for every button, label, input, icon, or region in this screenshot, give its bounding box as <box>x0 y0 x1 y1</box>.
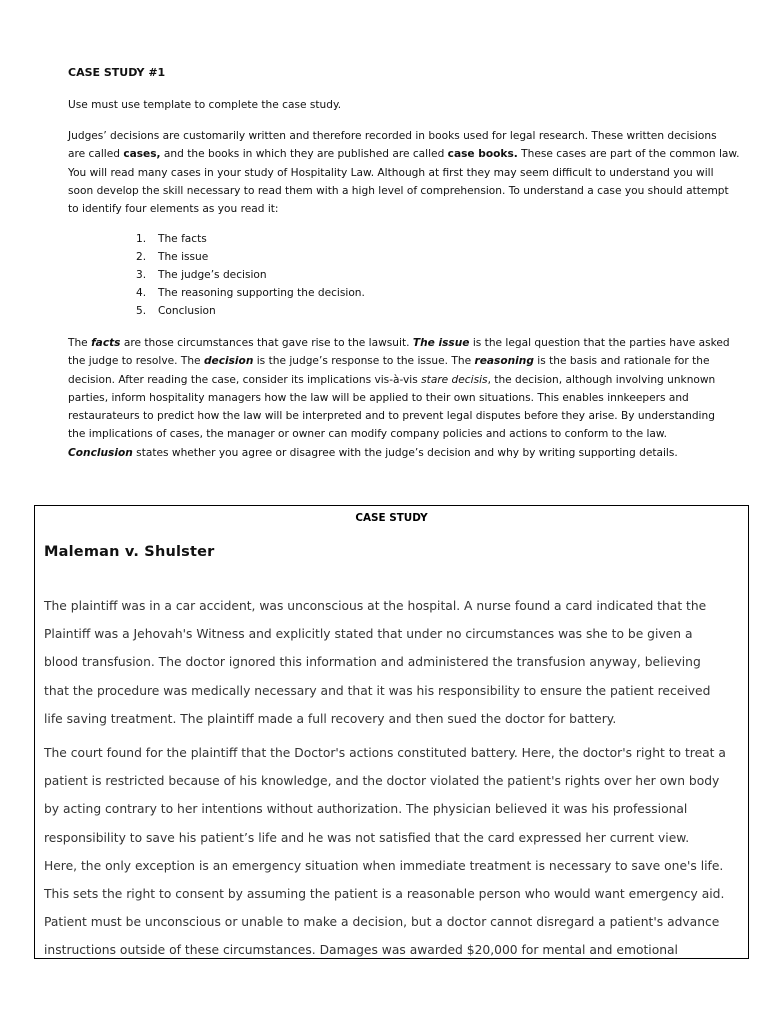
list-label: The judge’s decision <box>158 269 267 281</box>
term-conclusion: Conclusion <box>68 446 133 459</box>
explain-text: states whether you agree or disagree with the judge’s decision and why by writing supporting details. <box>132 446 678 459</box>
list-number: 4. <box>136 287 147 299</box>
elements-list <box>136 230 365 320</box>
explain-text: decision. After reading the case, consider its implications vis-à-vis <box>68 373 422 386</box>
intro-line: to identify four elements as you read it: <box>68 203 279 216</box>
explain-text: the judge to resolve. The <box>68 355 204 368</box>
explain-line <box>68 352 708 370</box>
explain-text: are those circumstances that gave rise to the lawsuit. <box>120 337 413 349</box>
case-ruling-paragraph <box>44 739 744 959</box>
explain-text: , the decision, although involving unknown <box>487 373 716 386</box>
term-decision: decision <box>203 355 254 368</box>
case-line: life saving treatment. The plaintiff made a full recovery and then sued the doctor for battery. <box>44 711 617 726</box>
case-line: Plaintiff was a Jehovah's Witness and explicitly stated that under no circumstances was she to be given a <box>44 627 693 642</box>
term-stare-decisis: stare decisis <box>421 373 488 386</box>
intro-paragraph <box>68 127 740 218</box>
case-line: Here, the only exception is an emergency situation when immediate treatment is necessary to save one's life. <box>44 858 724 873</box>
term-cases: cases, <box>123 148 161 161</box>
explain-text: The <box>68 337 92 349</box>
list-label: The reasoning supporting the decision. <box>158 287 365 299</box>
explain-text: is the basis and rationale for the <box>533 355 710 368</box>
intro-text: and the books in which they are published are called <box>160 148 448 161</box>
intro-line: You will read many cases in your study of Hospitality Law. Although at first they may seem difficult to understand you will <box>68 166 714 179</box>
term-case-books: case books. <box>447 148 518 161</box>
list-item <box>136 248 365 266</box>
case-line: by acting contrary to her intentions without authorization. The physician believed it was his professional <box>44 802 688 817</box>
list-label: The issue <box>158 251 209 263</box>
explain-line <box>68 371 716 389</box>
case-line: The court found for the plaintiff that the Doctor's actions constituted battery. Here, the doctor's right to treat a <box>44 746 726 760</box>
explain-text: is the legal question that the parties have asked <box>469 337 730 349</box>
intro-line: Judges’ decisions are customarily written and therefore recorded in books used for legal research. These written decisions <box>68 130 717 142</box>
list-label: The facts <box>158 233 207 245</box>
case-line: The plaintiff was in a car accident, was unconscious at the hospital. A nurse found a card indicated that the <box>44 599 707 613</box>
case-line: This sets the right to consent by assuming the patient is a reasonable person who would want emergency aid. <box>44 887 725 902</box>
case-line: Patient must be unconscious or unable to make a decision, but a doctor cannot disregard a patient's advance <box>44 915 720 930</box>
list-label: Conclusion <box>158 305 216 317</box>
case-name: Maleman v. Shulster <box>44 544 215 560</box>
list-number: 3. <box>136 269 147 281</box>
term-reasoning: reasoning <box>474 355 534 368</box>
explain-line: the implications of cases, the manager or owner can modify company policies and actions to conform to the law. <box>68 428 667 441</box>
case-line: that the procedure was medically necessary and that it was his responsibility to ensure the patient received <box>44 683 711 698</box>
term-facts: facts <box>91 337 121 349</box>
explanation-paragraph <box>68 334 730 462</box>
list-number: 2. <box>136 251 147 263</box>
instruction-text: Use must use template to complete the case study. <box>68 99 342 111</box>
list-item <box>136 302 365 320</box>
explain-line: restaurateurs to predict how the law will be interpreted and to prevent legal disputes before they arise. By understanding <box>68 410 715 423</box>
case-facts-paragraph <box>44 592 744 733</box>
list-item <box>136 230 365 248</box>
list-item <box>136 266 365 284</box>
intro-line: soon develop the skill necessary to read them with a high level of comprehension. To understand a case you should attempt <box>68 184 729 197</box>
case-study-heading: CASE STUDY <box>355 512 428 524</box>
list-item <box>136 284 365 302</box>
document-title: CASE STUDY #1 <box>68 66 166 79</box>
intro-text: are called <box>68 148 124 161</box>
case-line: patient is restricted because of his knowledge, and the doctor violated the patient's rights over her own body <box>44 774 720 789</box>
term-the-issue: The issue <box>412 337 470 349</box>
intro-text: These cases are part of the common law. <box>517 148 740 161</box>
list-number: 1. <box>136 233 147 245</box>
explain-line <box>68 444 708 462</box>
case-line: responsibility to save his patient’s life and he was not satisfied that the card expressed her current view. <box>44 830 690 845</box>
explain-line: parties, inform hospitality managers how the law will be applied to their own situations. This enables innkeepers and <box>68 391 689 404</box>
explain-line <box>68 334 730 352</box>
case-study-box <box>34 505 749 959</box>
list-number: 5. <box>136 305 147 317</box>
explain-text: is the judge’s response to the issue. The <box>253 355 475 368</box>
case-line: blood transfusion. The doctor ignored this information and administered the transfusion anyway, believing <box>44 655 701 670</box>
case-line: instructions outside of these circumstances. Damages was awarded $20,000 for mental and emotional <box>44 943 678 958</box>
intro-line <box>68 145 740 163</box>
